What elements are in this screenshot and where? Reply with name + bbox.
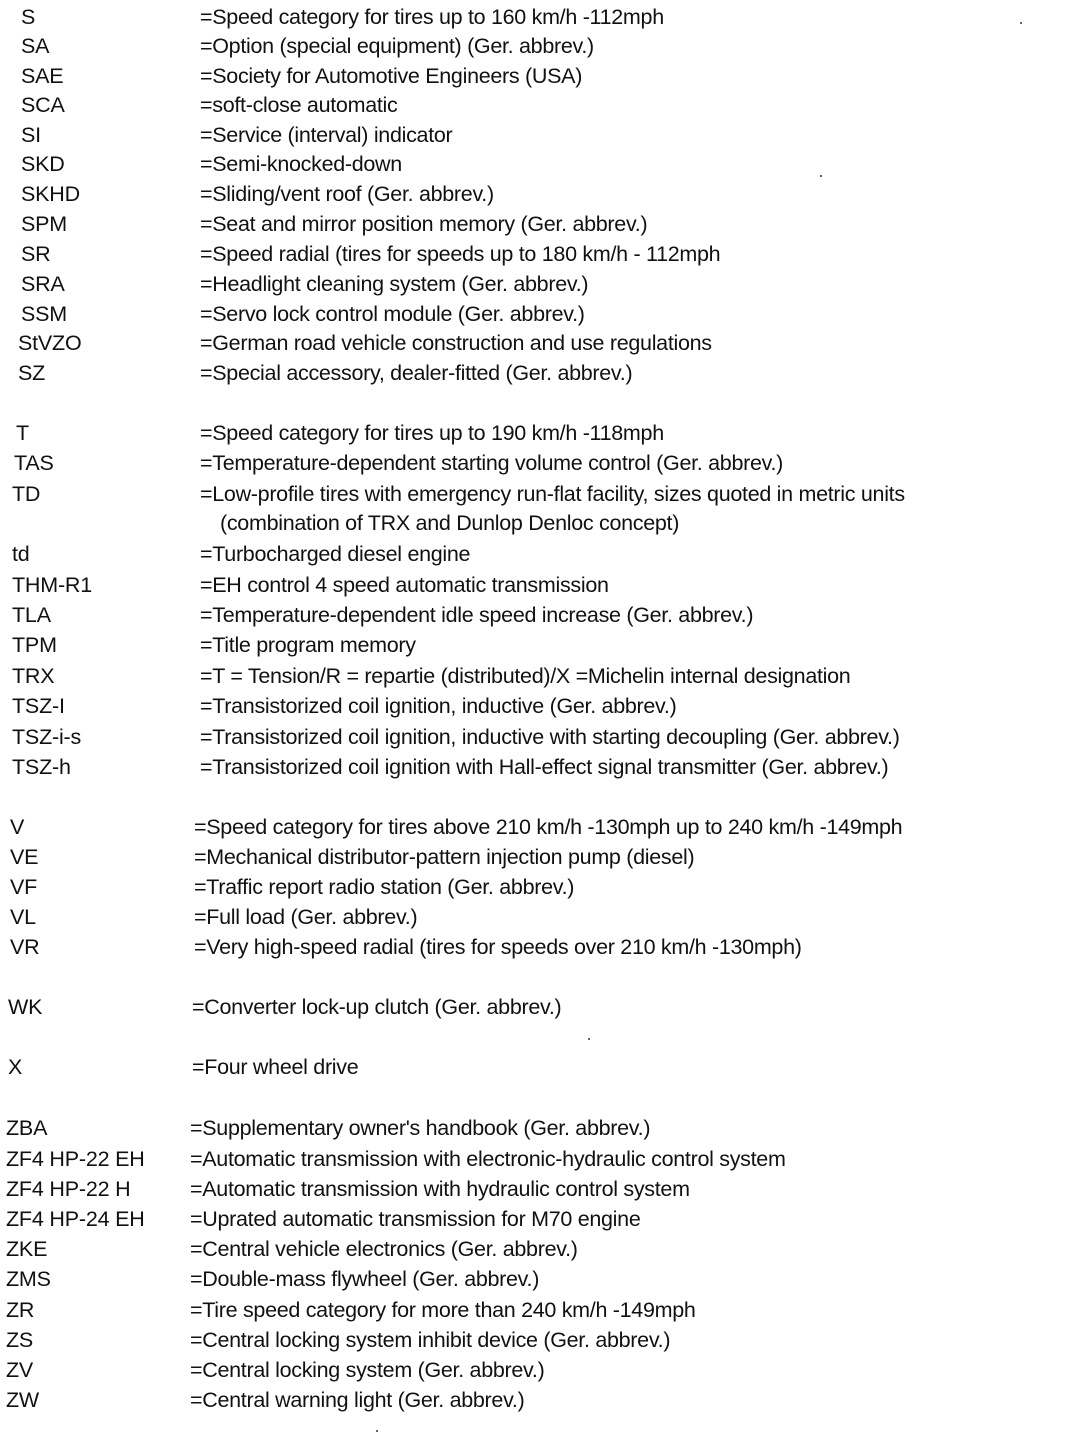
entry-abbreviation: SKHD (21, 182, 80, 206)
entry-definition: =Temperature-dependent idle speed increase (Ger. abbrev.) (200, 603, 754, 627)
glossary-entry (0, 812, 1088, 842)
entry-abbreviation: SI (21, 123, 41, 147)
glossary-entry (0, 418, 1088, 448)
entry-definition: =Very high-speed radial (tires for speeds over 210 km/h -130mph) (194, 935, 802, 959)
glossary-entry (0, 1325, 1088, 1355)
glossary-entry (0, 328, 1088, 358)
glossary-entry (0, 239, 1088, 269)
entry-abbreviation: ZF4 HP-22 H (6, 1177, 131, 1201)
glossary-entry (0, 1264, 1088, 1294)
glossary-entry (0, 752, 1088, 782)
entry-abbreviation: StVZO (18, 331, 82, 355)
entry-definition: =Transistorized coil ignition, inductive with starting decoupling (Ger. abbrev.) (200, 725, 900, 749)
entry-definition: =Service (interval) indicator (200, 123, 453, 147)
entry-definition: =Supplementary owner's handbook (Ger. abbrev.) (190, 1116, 651, 1140)
entry-abbreviation: SPM (21, 212, 67, 236)
glossary-entry (0, 2, 1088, 32)
entry-abbreviation: SZ (18, 361, 46, 385)
entry-abbreviation: THM-R1 (12, 573, 93, 597)
glossary-entry (0, 1355, 1088, 1385)
entry-abbreviation: T (16, 421, 29, 445)
entry-abbreviation: ZKE (6, 1237, 48, 1261)
entry-definition: =Central vehicle electronics (Ger. abbrev.) (190, 1237, 578, 1261)
entry-abbreviation: SCA (21, 93, 65, 117)
glossary-entry (0, 269, 1088, 299)
entry-definition: =Speed category for tires above 210 km/h -130mph up to 240 km/h -149mph (194, 815, 903, 839)
entry-abbreviation: V (10, 815, 25, 839)
scan-speck (1020, 22, 1022, 24)
entry-abbreviation: SKD (21, 152, 65, 176)
entry-definition: =Mechanical distributor-pattern injection pump (diesel) (194, 845, 695, 869)
entry-definition: =Traffic report radio station (Ger. abbrev.) (194, 875, 575, 899)
scan-speck (588, 1038, 590, 1040)
entry-definition: =Tire speed category for more than 240 km/h -149mph (190, 1298, 696, 1322)
entry-abbreviation: VF (10, 875, 38, 899)
entry-definition: =Option (special equipment) (Ger. abbrev.) (200, 34, 594, 58)
entry-abbreviation: ZS (6, 1328, 34, 1352)
glossary-entry (0, 1234, 1088, 1264)
entry-abbreviation: ZW (6, 1388, 40, 1412)
entry-abbreviation: TRX (12, 664, 55, 688)
entry-definition: =Turbocharged diesel engine (200, 542, 471, 566)
entry-abbreviation: TPM (12, 633, 57, 657)
glossary-entry-continuation (0, 508, 1088, 538)
entry-abbreviation: S (21, 5, 36, 29)
entry-abbreviation: td (12, 542, 30, 566)
entry-definition: =soft-close automatic (200, 93, 398, 117)
entry-abbreviation: WK (8, 995, 43, 1019)
entry-abbreviation: SR (21, 242, 51, 266)
entry-definition: =Full load (Ger. abbrev.) (194, 905, 418, 929)
entry-abbreviation: VE (10, 845, 39, 869)
glossary-entry (0, 149, 1088, 179)
entry-definition: =Headlight cleaning system (Ger. abbrev.) (200, 272, 589, 296)
glossary-entry (0, 120, 1088, 150)
entry-abbreviation: TAS (14, 451, 54, 475)
glossary-entry (0, 992, 1088, 1022)
glossary-entry (0, 1385, 1088, 1415)
entry-definition: =Speed radial (tires for speeds up to 180 km/h - 112mph (200, 242, 721, 266)
entry-abbreviation: X (8, 1055, 23, 1079)
glossary-entry (0, 31, 1088, 61)
glossary-entry (0, 600, 1088, 630)
entry-definition: =Temperature-dependent starting volume control (Ger. abbrev.) (200, 451, 784, 475)
entry-definition: =Title program memory (200, 633, 416, 657)
entry-definition: =Servo lock control module (Ger. abbrev.) (200, 302, 585, 326)
glossary-entry (0, 299, 1088, 329)
glossary-entry (0, 61, 1088, 91)
entry-definition: =German road vehicle construction and use regulations (200, 331, 712, 355)
glossary-entry (0, 932, 1088, 962)
entry-abbreviation: ZF4 HP-24 EH (6, 1207, 145, 1231)
glossary-entry (0, 842, 1088, 872)
glossary-entry (0, 209, 1088, 239)
glossary-entry (0, 570, 1088, 600)
entry-definition: =Special accessory, dealer-fitted (Ger. abbrev.) (200, 361, 633, 385)
scan-speck (820, 175, 822, 177)
glossary-entry (0, 539, 1088, 569)
entry-definition: =EH control 4 speed automatic transmission (200, 573, 609, 597)
entry-definition: =Sliding/vent roof (Ger. abbrev.) (200, 182, 494, 206)
glossary-entry (0, 1113, 1088, 1143)
entry-definition: =Central locking system inhibit device (Ger. abbrev.) (190, 1328, 671, 1352)
entry-definition: =Double-mass flywheel (Ger. abbrev.) (190, 1267, 540, 1291)
glossary-entry (0, 179, 1088, 209)
entry-abbreviation: VR (10, 935, 40, 959)
entry-abbreviation: SA (21, 34, 50, 58)
entry-definition: =Transistorized coil ignition, inductive (Ger. abbrev.) (200, 694, 677, 718)
glossary-entry (0, 902, 1088, 932)
glossary-entry (0, 90, 1088, 120)
glossary-entry (0, 872, 1088, 902)
entry-abbreviation: ZMS (6, 1267, 51, 1291)
entry-definition: =T = Tension/R = repartie (distributed)/X =Michelin internal designation (200, 664, 851, 688)
entry-abbreviation: TLA (12, 603, 51, 627)
scan-speck (376, 1430, 378, 1432)
entry-definition: =Speed category for tires up to 160 km/h -112mph (200, 5, 664, 29)
entry-abbreviation: ZF4 HP-22 EH (6, 1147, 145, 1171)
entry-definition: =Low-profile tires with emergency run-flat facility, sizes quoted in metric units (200, 482, 905, 506)
entry-definition: =Speed category for tires up to 190 km/h -118mph (200, 421, 664, 445)
entry-abbreviation: SSM (21, 302, 67, 326)
entry-definition: =Central locking system (Ger. abbrev.) (190, 1358, 545, 1382)
entry-abbreviation: ZBA (6, 1116, 48, 1140)
glossary-entry (0, 358, 1088, 388)
glossary-entry (0, 1052, 1088, 1082)
entry-abbreviation: TSZ-i-s (12, 725, 82, 749)
glossary-entry (0, 448, 1088, 478)
entry-definition: =Seat and mirror position memory (Ger. abbrev.) (200, 212, 648, 236)
entry-abbreviation: TSZ-I (12, 694, 65, 718)
glossary-entry (0, 1295, 1088, 1325)
entry-definition-continuation: (combination of TRX and Dunlop Denloc concept) (220, 511, 680, 535)
glossary-entry (0, 1174, 1088, 1204)
entry-abbreviation: SAE (21, 64, 64, 88)
entry-abbreviation: SRA (21, 272, 65, 296)
entry-definition: =Society for Automotive Engineers (USA) (200, 64, 583, 88)
glossary-entry (0, 1144, 1088, 1174)
entry-definition: =Uprated automatic transmission for M70 engine (190, 1207, 641, 1231)
entry-definition: =Transistorized coil ignition with Hall-effect signal transmitter (Ger. abbrev.) (200, 755, 889, 779)
entry-abbreviation: TD (12, 482, 41, 506)
entry-abbreviation: VL (10, 905, 36, 929)
entry-definition: =Converter lock-up clutch (Ger. abbrev.) (192, 995, 562, 1019)
glossary-entry (0, 1204, 1088, 1234)
entry-definition: =Automatic transmission with electronic-hydraulic control system (190, 1147, 786, 1171)
entry-abbreviation: TSZ-h (12, 755, 71, 779)
entry-abbreviation: ZR (6, 1298, 35, 1322)
glossary-entry (0, 630, 1088, 660)
entry-definition: =Four wheel drive (192, 1055, 359, 1079)
entry-definition: =Semi-knocked-down (200, 152, 402, 176)
entry-definition: =Automatic transmission with hydraulic control system (190, 1177, 690, 1201)
glossary-entry (0, 479, 1088, 509)
glossary-entry (0, 661, 1088, 691)
entry-definition: =Central warning light (Ger. abbrev.) (190, 1388, 525, 1412)
entry-abbreviation: ZV (6, 1358, 34, 1382)
glossary-entry (0, 722, 1088, 752)
glossary-entry (0, 691, 1088, 721)
